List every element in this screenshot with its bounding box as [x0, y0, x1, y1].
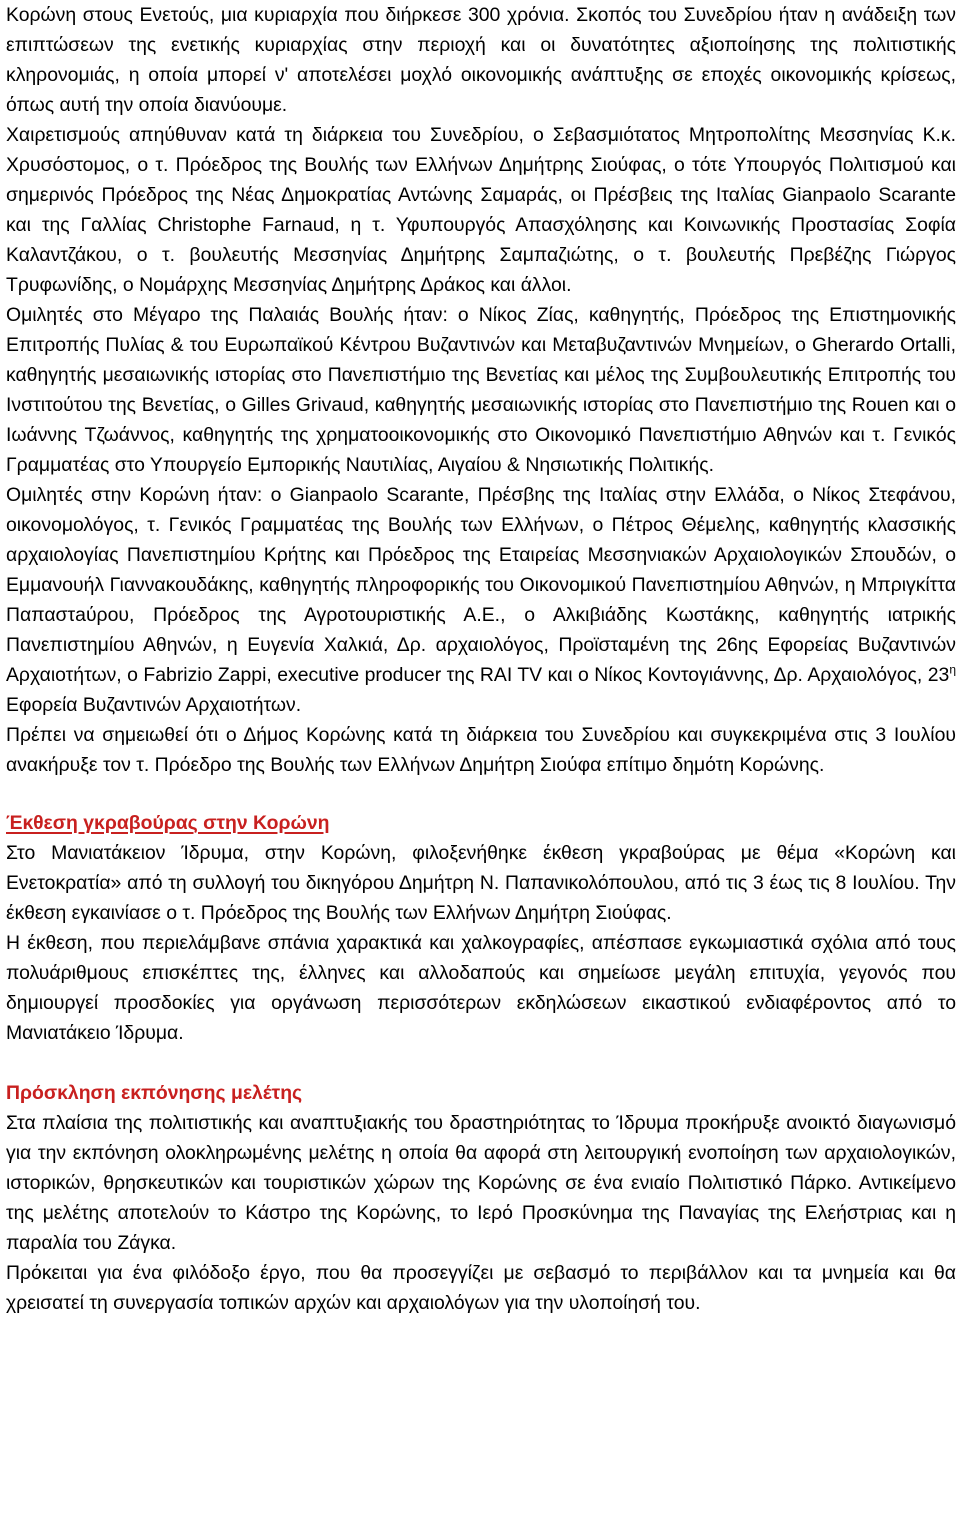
superscript-ordinal: η	[949, 662, 956, 677]
paragraph-speakers-koroni	[6, 480, 956, 720]
paragraph-speakers-koroni-text: Ομιλητές στην Κορώνη ήταν: ο Gianpaolo Scarante, Πρέσβης της Ιταλίας στην Ελλάδα, ο Νίκος Στεφάνου, οικονομολόγος, τ. Γενικός Γραμματέας της Βουλής των Ελλήνων, ο Πέτρος Θέμελης, καθηγητής κλασσικής αρχαιολογίας Πανεπιστημίου Κρήτης και Πρόεδρος της Εταιρείας Μεσσηνιακών Αρχαιολογικών Σπουδών, ο Εμμανουήλ Γιαννακουδάκης, καθηγητής πληροφορικής του Οικονομικού Πανεπιστημίου Αθηνών, η Μπριγκίττα Παπαστaύρου, Πρόεδρος της Αγροτουριστικής Α.Ε., ο Αλκιβιάδης Κωστάκης, καθηγητής ιατρικής Πανεπιστημίου Αθηνών, η Ευγενία Χαλκιά, Δρ. αρχαιολόγος, Προϊσταμένη της 26ης Εφορείας Βυζαντινών Αρχαιοτήτων, ο Fabrizio Zappi, executive producer της RAI TV και ο Νίκος Κοντογιάννης, Δρ. Αρχαιολόγος, 23	[6, 484, 956, 686]
paragraph-honorary-citizen: Πρέπει να σημειωθεί ότι ο Δήμος Κορώνης κατά τη διάρκεια του Συνεδρίου και συγκεκριμένα στις 3 Ιουλίου ανακήρυξε τον τ. Πρόεδρο της Βουλής των Ελλήνων Δημήτρη Σιούφα επίτιμο δημότη Κορώνης.	[6, 724, 956, 776]
paragraph-speakers-parliament: Ομιλητές στο Μέγαρο της Παλαιάς Βουλής ήταν: ο Νίκος Ζίας, καθηγητής, Πρόεδρος της Επιστημονικής Επιτροπής Πυλίας & του Ευρωπαϊκού Κέντρου Βυζαντινών και Μεταβυζαντινών Μνημείων, ο Gherardo Ortalli, καθηγητής μεσαιωνικής ιστορίας στο Πανεπιστήμιο της Βενετίας και μέλος της Συμβουλευτικής Επιτροπής του Ινστιτούτου της Βενετίας, ο Gilles Grivaud, καθηγητής μεσαιωνικής ιστορίας στο Πανεπιστήμιο της Rouen και ο Ιωάννης Τζωάννος, καθηγητής της χρηματοοικονομικής στο Οικονομικό Πανεπιστήμιο Αθηνών και τ. Γενικός Γραμματέας στο Υπουργείο Εμπορικής Ναυτιλίας, Αιγαίου & Νησιωτικής Πολιτικής.	[6, 304, 956, 476]
paragraph-conference-purpose: Κορώνη στους Ενετούς, μια κυριαρχία που διήρκεσε 300 χρόνια. Σκοπός του Συνεδρίου ήταν η ανάδειξη των επιπτώσεων της ενετικής κυριαρχίας στην περιοχή και οι δυνατότητες αξιοποίησης της πολιτιστικής κληρονομιάς, η οποία μπορεί ν' αποτελέσει μοχλό οικονομικής ανάπτυξης σε εποχές οικονομικής κρίσεως, όπως αυτή την οποία διανύουμε.	[6, 4, 956, 116]
paragraph-ambitious-project: Πρόκειται για ένα φιλόδοξο έργο, που θα προσεγγίζει με σεβασμό το περιβάλλον και τα μνημεία και θα χρεισατεί τη συνεργασία τοπικών αρχών και αρχαιολόγων για την υλοποίησή του.	[6, 1262, 956, 1314]
heading-study-invitation: Πρόσκληση εκπόνησης μελέτης	[6, 1082, 303, 1104]
paragraph-exhibition-info: Στο Μανιατάκειον Ίδρυμα, στην Κορώνη, φιλοξενήθηκε έκθεση γκραβούρας με θέμα «Κορώνη και Ενετοκρατία» από τη συλλογή του δικηγόρου Δημήτρη Ν. Παπανικολόπουλου, από τις 3 έως τις 8 Ιουλίου. Την έκθεση εγκαινίασε ο τ. Πρόεδρος της Βουλής των Ελλήνων Δημήτρη Σιούφας.	[6, 842, 956, 924]
heading-engraving-exhibition: Έκθεση γκραβούρας στην Κορώνη	[6, 812, 330, 834]
paragraph-study-competition: Στα πλαίσια της πολιτιστικής και αναπτυξιακής του δραστηριότητας το Ίδρυμα προκήρυξε ανοικτό διαγωνισμό για την εκπόνηση ολοκληρωμένης μελέτης η οποία θα αφορά στη λειτουργική ενοποίηση των αρχαιολογικών, ιστορικών, θρησκευτικών και τουριστικών χώρων της Κορώνης σε ένα ενιαίο Πολιτιστικό Πάρκο. Αντικείμενο της μελέτης αποτελούν το Κάστρο της Κορώνης, το Ιερό Προσκύνημα της Παναγίας της Ελεήστριας και η παραλία του Ζάγκα.	[6, 1112, 956, 1254]
document-page	[6, 0, 956, 1318]
paragraph-speakers-koroni-end: Εφορεία Βυζαντινών Αρχαιοτήτων.	[6, 694, 302, 716]
paragraph-greetings: Χαιρετισμούς απηύθυναν κατά τη διάρκεια του Συνεδρίου, ο Σεβασμιότατος Μητροπολίτης Μεσσηνίας Κ.κ. Χρυσόστομος, ο τ. Πρόεδρος της Βουλής των Ελλήνων Δημήτρης Σιούφας, ο τότε Υπουργός Πολιτισμού και σημερινός Πρόεδρος της Νέας Δημοκρατίας Αντώνης Σαμαράς, οι Πρέσβεις της Ιταλίας Gianpaolo Scarante και της Γαλλίας Christophe Farnaud, η τ. Υφυπουργός Απασχόλησης και Κοινωνικής Προστασίας Σοφία Καλαντζάκου, ο τ. βουλευτής Μεσσηνίας Δημήτρης Σαμπαζιώτης, ο τ. βουλευτής Πρεβέζης Γιώργος Τρυφωνίδης, ο Νομάρχης Μεσσηνίας Δημήτρης Δράκος και άλλοι.	[6, 124, 956, 296]
paragraph-exhibition-success: Η έκθεση, που περιελάμβανε σπάνια χαρακτικά και χαλκογραφίες, απέσπασε εγκωμιαστικά σχόλια από τους πολυάριθμους επισκέπτες της, έλληνες και αλλοδαπούς και σημείωσε μεγάλη επιτυχία, γεγονός που δημιουργεί προσδοκίες για οργάνωση περισσότερων εκδηλώσεων εικαστικού ενδιαφέροντος από το Μανιατάκειο Ίδρυμα.	[6, 932, 956, 1044]
